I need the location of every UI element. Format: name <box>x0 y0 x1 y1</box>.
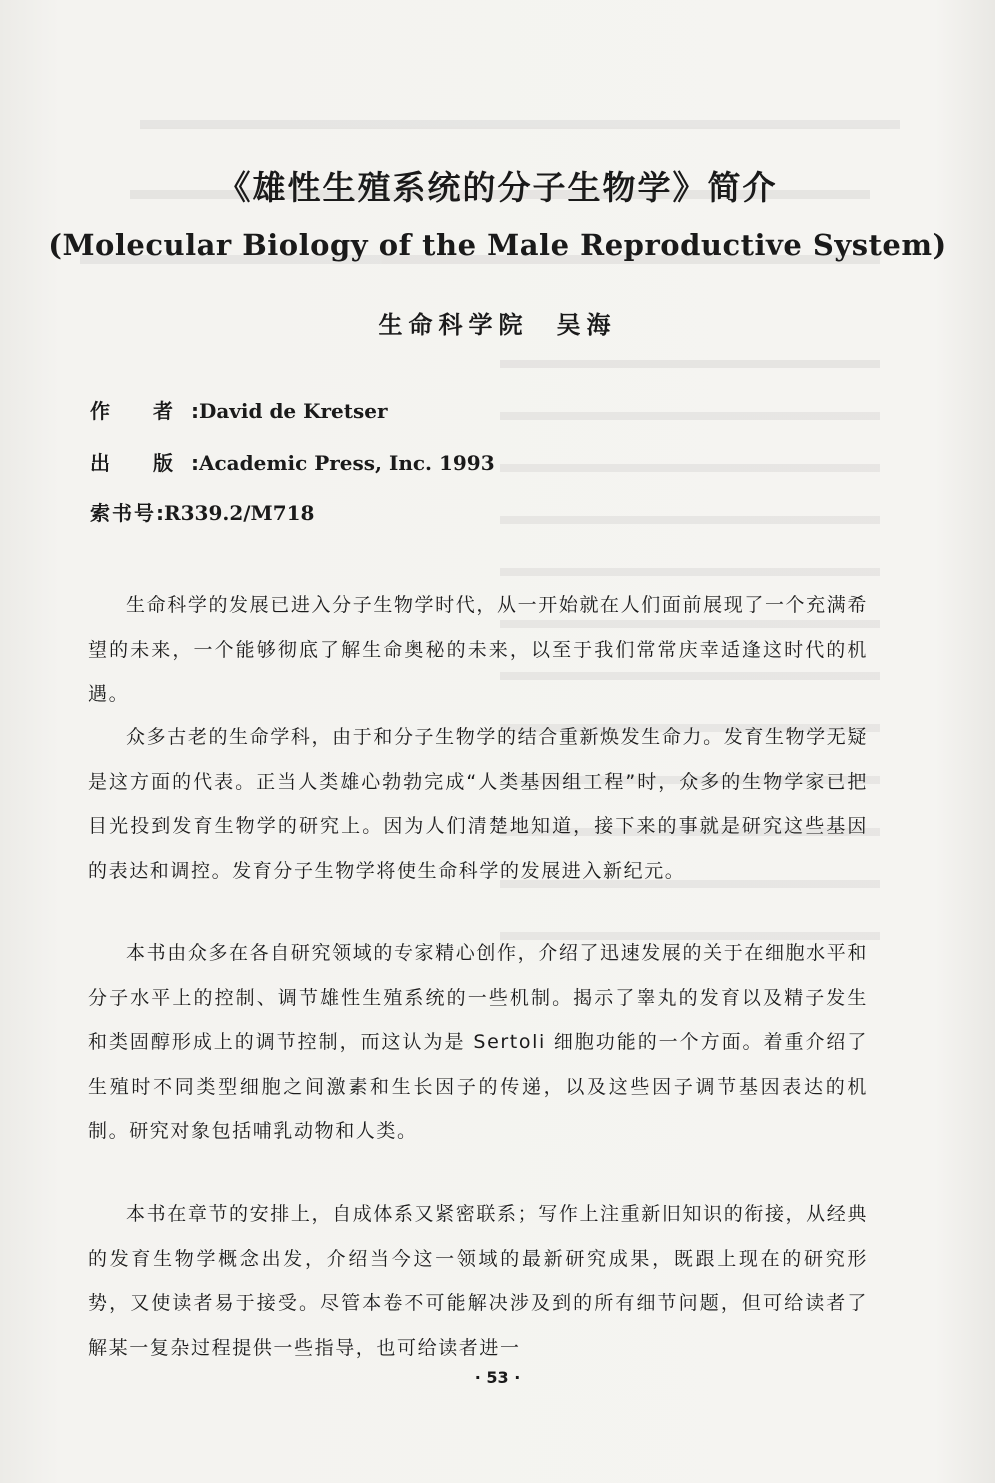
meta-author-label: 作 者 <box>90 399 191 423</box>
meta-publisher-label: 出 版 <box>90 451 191 475</box>
meta-call-number: 索书号:R339.2/M718 <box>90 497 314 526</box>
body-paragraph-3: 本书由众多在各自研究领域的专家精心创作，介绍了迅速发展的关于在细胞水平和分子水平上的控制、调节雄性生殖系统的一些机制。揭示了睾丸的发育以及精子发生和类固醇形成上的调节控制，而这认为是 Sertoli 细胞功能的一个方面。着重介绍了生殖时不同类型细胞之间激素和生长因子的传递，以及这些因子调节基因表达的机制。研究对象包括哺乳动物和人类。 <box>88 942 868 1143</box>
meta-author-value: David de Kretser <box>198 399 388 423</box>
meta-author: 作 者:David de Kretser <box>90 395 388 424</box>
meta-publisher-value: Academic Press, Inc. 1993 <box>198 451 495 475</box>
meta-publisher: 出 版:Academic Press, Inc. 1993 <box>90 447 495 476</box>
review-byline <box>0 305 995 340</box>
body-paragraph-2: 众多古老的生命学科，由于和分子生物学的结合重新焕发生命力。发育生物学无疑是这方面的代表。正当人类雄心勃勃完成“人类基因组工程”时，众多的生物学家已把目光投到发育生物学的研究上。因为人们清楚地知道，接下来的事就是研究这些基因的表达和调控。发育分子生物学将使生命科学的发展进入新纪元。 <box>88 726 868 882</box>
book-title: 《雄性生殖系统的分子生物学》简介 <box>217 168 778 207</box>
meta-call-number-label: 索书号 <box>90 501 156 525</box>
page-number: · 53 · <box>474 1368 521 1387</box>
book-english-title: (Molecular Biology of the Male Reproductive System) <box>48 228 947 262</box>
affiliation: 生命科学院 <box>378 311 529 339</box>
meta-call-number-value: R339.2/M718 <box>164 501 315 525</box>
body-paragraph-1: 生命科学的发展已进入分子生物学时代，从一开始就在人们面前展现了一个充满希望的未来，一个能够彻底了解生命奥秘的未来，以至于我们常常庆幸适逢这时代的机遇。 <box>88 594 868 706</box>
reviewer-name: 吴海 <box>556 311 617 339</box>
body-paragraph-4: 本书在章节的安排上，自成体系又紧密联系；写作上注重新旧知识的衔接，从经典的发育生物学概念出发，介绍当今这一领域的最新研究成果，既跟上现在的研究形势，又使读者易于接受。尽管本卷不可能解决涉及到的所有细节问题，但可给读者了解某一复杂过程提供一些指导，也可给读者进一 <box>88 1203 868 1359</box>
